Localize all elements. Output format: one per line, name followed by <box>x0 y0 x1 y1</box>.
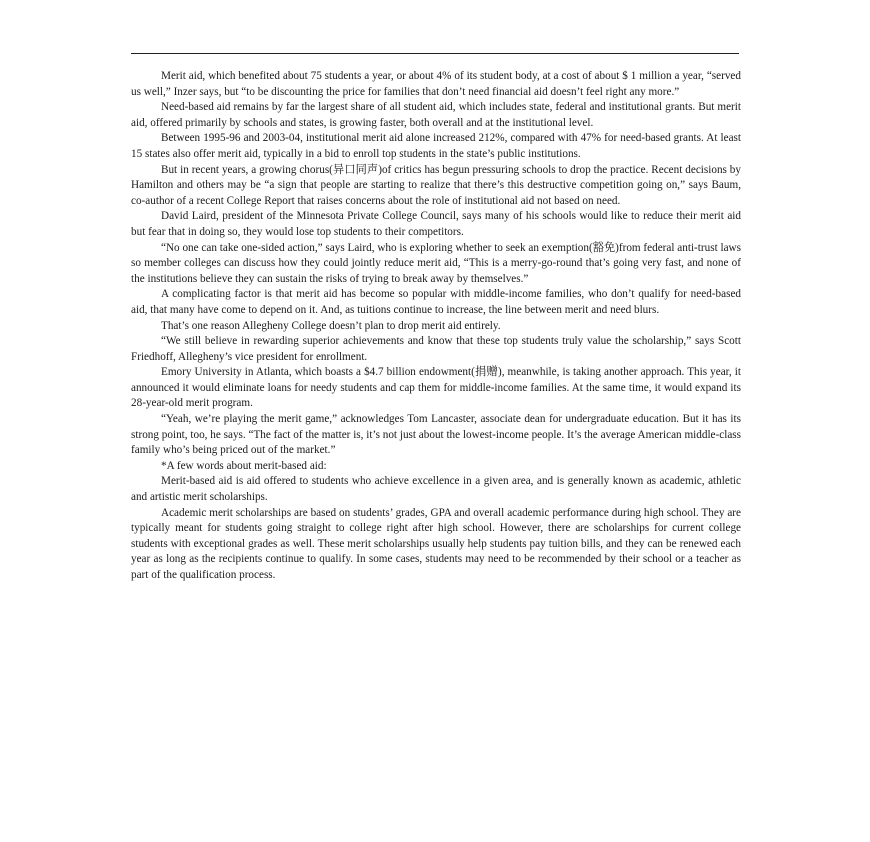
paragraph: “No one can take one-sided action,” says Laird, who is exploring whether to seek an exemption(豁免)from federal anti-trust laws so member colleges can discuss how they could jointly reduce merit aid, “This is a merry-go-round that’s going very fast, and none of the institutions believe they can sustain the risks of trying to break away by themselves.” <box>131 241 741 285</box>
paragraph: Need-based aid remains by far the largest share of all student aid, which includes state, federal and institutional grants. But merit aid, offered primarily by schools and states, is growing faster, both overall and at the institutional level. <box>131 101 741 129</box>
section-note: *A few words about merit-based aid: <box>161 459 327 472</box>
paragraph: Merit-based aid is aid offered to students who achieve excellence in a given area, and is generally known as academic, athletic and artistic merit scholarships. <box>131 475 741 504</box>
paragraph: “We still believe in rewarding superior achievements and know that these top students truly value the scholarship,” says Scott Friedhoff, Allegheny’s vice president for enrollment. <box>131 335 741 363</box>
paragraph: Emory University in Atlanta, which boasts a $4.7 billion endowment(捐赠), meanwhile, is taking another approach. This year, it announced it would eliminate loans for needy students and cap them for middle-income families. At the same time, it would expand its 28-year-old merit program. <box>131 366 741 410</box>
paragraph: David Laird, president of the Minnesota Private College Council, says many of his schools would like to reduce their merit aid but fear that in doing so, they would lose top students to their competitors. <box>131 210 741 238</box>
article-body <box>131 69 741 584</box>
paragraph: “Yeah, we’re playing the merit game,” acknowledges Tom Lancaster, associate dean for undergraduate education. But it has its strong point, too, he says. “The fact of the matter is, it’s not just about the lowest-income people. It’s the average American middle-class family who’s being priced out of the market.” <box>131 413 741 457</box>
paragraph: Academic merit scholarships are based on students’ grades, GPA and overall academic performance during high school. They are typically meant for students going straight to college right after high school. However, there are scholarships for current college students with exceptional grades as well. These merit scholarships usually help students pay tuition bills, and they can be renewed each year as long as the recipients continue to qualify. In some cases, students may need to be recommended by their school or a teacher as part of the qualification process. <box>131 506 741 581</box>
header-rule <box>131 53 739 54</box>
paragraph: Merit aid, which benefited about 75 students a year, or about 4% of its student body, at a cost of about $ 1 million a year, “served us well,” Inzer says, but “to be discounting the price for families that don’t need financial aid doesn’t feel right any more.” <box>131 70 741 98</box>
paragraph: Between 1995-96 and 2003-04, institutional merit aid alone increased 212%, compared with 47% for need-based grants. At least 15 states also offer merit aid, typically in a bid to enroll top students in the state’s public institutions. <box>131 132 741 160</box>
paragraph: That’s one reason Allegheny College doesn’t plan to drop merit aid entirely. <box>161 319 501 332</box>
paragraph: A complicating factor is that merit aid has become so popular with middle-income families, who don’t qualify for need-based aid, that many have come to depend on it. And, as tuitions continue to increase, the line between merit and need blurs. <box>131 288 741 316</box>
paragraph: But in recent years, a growing chorus(异口同声)of critics has begun pressuring schools to drop the practice. Recent decisions by Hamilton and others may be “a sign that people are starting to realize that there’s this destructive competition going on,” says Baum, co-author of a recent College Report that raises concerns about the role of institutional aid not based on need. <box>131 163 741 207</box>
